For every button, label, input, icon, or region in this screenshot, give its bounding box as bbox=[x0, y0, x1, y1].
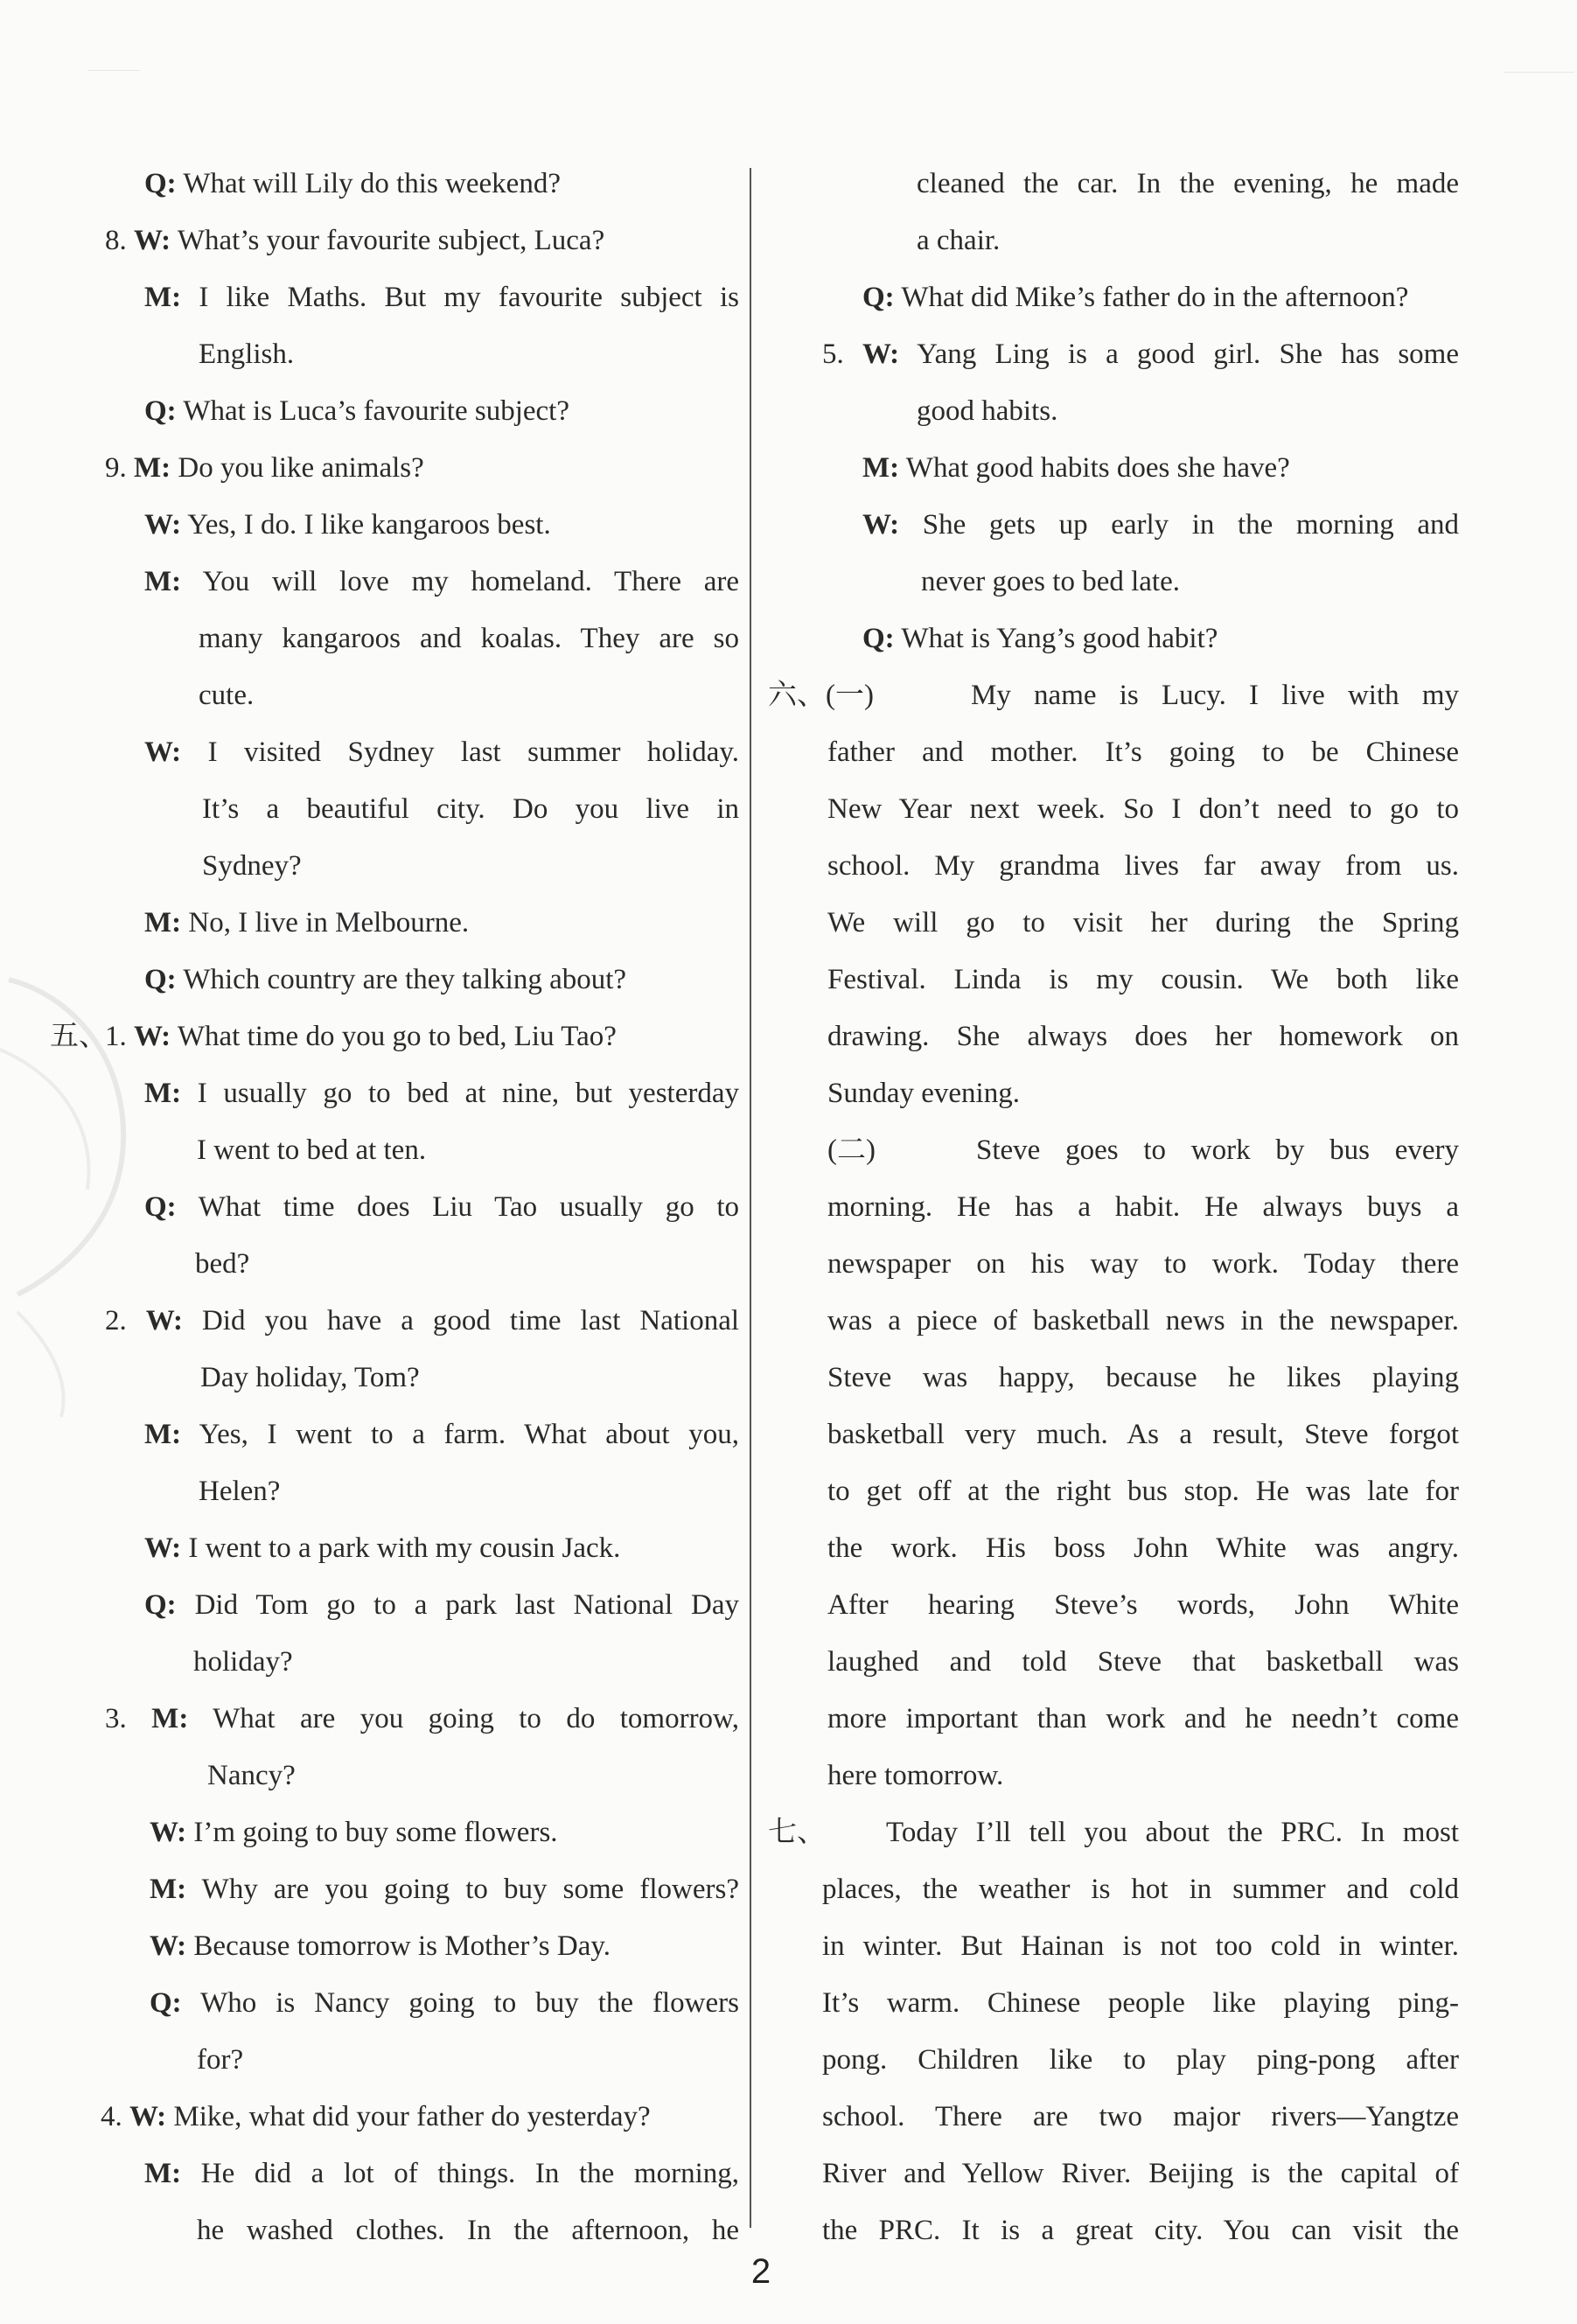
line-text: My name is Lucy. I live with my bbox=[971, 680, 1459, 711]
item-number: 9. bbox=[105, 452, 127, 484]
dialogue-line bbox=[92, 1804, 739, 1861]
passage-line bbox=[768, 1804, 1459, 1861]
line-text: many kangaroos and koalas. They are so bbox=[199, 623, 739, 654]
speaker-label: W: bbox=[144, 1532, 182, 1564]
line-text: I visited Sydney last summer holiday. bbox=[207, 736, 739, 768]
line-text: Steve goes to work by bus every bbox=[976, 1134, 1459, 1166]
line-text: Yes, I went to a farm. What about you, bbox=[199, 1419, 739, 1450]
line-text: Do you like animals? bbox=[178, 452, 424, 484]
speaker-label: M: bbox=[144, 1078, 182, 1109]
passage-line bbox=[768, 2032, 1459, 2089]
page-number: 2 bbox=[750, 2252, 771, 2291]
dialogue-line bbox=[92, 1577, 739, 1634]
item-number: 8. bbox=[105, 225, 127, 256]
line-text: I went to a park with my cousin Jack. bbox=[188, 1532, 621, 1564]
dialogue-line bbox=[92, 213, 739, 269]
dialogue-line bbox=[768, 611, 1459, 667]
dialogue-line bbox=[92, 1236, 739, 1293]
line-text: holiday? bbox=[193, 1646, 293, 1678]
item-number: 4. bbox=[101, 2101, 122, 2132]
dialogue-line bbox=[92, 2146, 739, 2202]
dialogue-line bbox=[92, 1975, 739, 2032]
item-number: 3. bbox=[105, 1703, 127, 1734]
passage-line bbox=[768, 724, 1459, 781]
line-text: Did Tom go to a park last National Day bbox=[194, 1589, 739, 1621]
passage-line bbox=[768, 1691, 1459, 1748]
line-text: Which country are they talking about? bbox=[183, 964, 627, 995]
item-number: 1. bbox=[105, 1021, 127, 1052]
line-text: Yes, I do. I like kangaroos best. bbox=[187, 509, 551, 541]
speaker-label: W: bbox=[145, 1305, 183, 1336]
passage-line bbox=[768, 1350, 1459, 1406]
speaker-label: W: bbox=[144, 509, 182, 541]
line-text: school. My grandma lives far away from us. bbox=[827, 850, 1459, 882]
line-text: You will love my homeland. There are bbox=[202, 566, 739, 597]
line-text: here tomorrow. bbox=[827, 1760, 1004, 1791]
dialogue-line bbox=[50, 1008, 739, 1065]
line-text: No, I live in Melbourne. bbox=[188, 907, 470, 939]
speaker-label: Q: bbox=[862, 282, 895, 313]
passage-line bbox=[768, 1065, 1459, 1122]
line-text: for? bbox=[197, 2044, 244, 2076]
dialogue-line bbox=[92, 1122, 739, 1179]
column-divider bbox=[750, 168, 751, 2228]
line-text: What’s your favourite subject, Luca? bbox=[177, 225, 605, 256]
passage-line bbox=[768, 2202, 1459, 2259]
line-text: We will go to visit her during the Spring bbox=[827, 907, 1459, 939]
line-text: Sydney? bbox=[202, 850, 302, 882]
passage-line bbox=[768, 895, 1459, 952]
line-text: What is Yang’s good habit? bbox=[901, 623, 1218, 654]
dialogue-line bbox=[92, 2032, 739, 2089]
line-text: the PRC. It is a great city. You can visit the bbox=[822, 2215, 1459, 2246]
section-label: 七、 bbox=[768, 1817, 826, 1848]
line-text: I’m going to buy some flowers. bbox=[193, 1817, 558, 1848]
passage-line bbox=[768, 1293, 1459, 1350]
line-text: English. bbox=[199, 338, 295, 370]
dialogue-line bbox=[92, 952, 739, 1008]
line-text: Yang Ling is a good girl. She has some bbox=[917, 338, 1459, 370]
line-text: in winter. But Hainan is not too cold in winter. bbox=[822, 1930, 1459, 1962]
passage-line bbox=[768, 1236, 1459, 1293]
dialogue-line bbox=[92, 1691, 739, 1748]
line-text: places, the weather is hot in summer and cold bbox=[822, 1874, 1459, 1905]
passage-line bbox=[768, 1179, 1459, 1236]
line-text: Because tomorrow is Mother’s Day. bbox=[193, 1930, 611, 1962]
line-text: Did you have a good time last National bbox=[201, 1305, 739, 1336]
section-label: (二) bbox=[827, 1134, 876, 1166]
dialogue-line bbox=[92, 667, 739, 724]
line-text: What is Luca’s favourite subject? bbox=[183, 395, 569, 427]
line-text: Sunday evening. bbox=[827, 1078, 1020, 1109]
line-text: he washed clothes. In the afternoon, he bbox=[197, 2215, 739, 2246]
speaker-label: M: bbox=[134, 452, 171, 484]
line-text: a chair. bbox=[917, 225, 1001, 256]
dialogue-line bbox=[92, 383, 739, 440]
speaker-label: W: bbox=[134, 225, 171, 256]
line-text: to get off at the right bus stop. He was late for bbox=[827, 1476, 1459, 1507]
line-text: good habits. bbox=[917, 395, 1058, 427]
item-number: 2. bbox=[105, 1305, 127, 1336]
speaker-label: W: bbox=[129, 2101, 167, 2132]
line-text: school. There are two major rivers—Yangtze bbox=[822, 2101, 1459, 2132]
speaker-label: Q: bbox=[144, 168, 177, 199]
line-text: What time do you go to bed, Liu Tao? bbox=[177, 1021, 617, 1052]
speaker-label: Q: bbox=[144, 1191, 177, 1223]
speaker-label: M: bbox=[144, 566, 182, 597]
passage-line bbox=[768, 1918, 1459, 1975]
line-text: newspaper on his way to work. Today there bbox=[827, 1248, 1459, 1280]
line-text: I like Maths. But my favourite subject is bbox=[199, 282, 739, 313]
item-number: 5. bbox=[822, 338, 844, 370]
line-text: the work. His boss John White was angry. bbox=[827, 1532, 1459, 1564]
dialogue-line bbox=[92, 2089, 739, 2146]
passage-line bbox=[768, 1406, 1459, 1463]
line-text: Festival. Linda is my cousin. We both like bbox=[827, 964, 1459, 995]
dialogue-line bbox=[92, 554, 739, 611]
line-text: bed? bbox=[195, 1248, 250, 1280]
speaker-label: W: bbox=[862, 338, 900, 370]
line-text: What are you going to do tomorrow, bbox=[213, 1703, 739, 1734]
speaker-label: M: bbox=[150, 1874, 187, 1905]
passage-line bbox=[768, 667, 1459, 724]
dialogue-line bbox=[92, 497, 739, 554]
line-text: Why are you going to buy some flowers? bbox=[201, 1874, 739, 1905]
passage-line bbox=[768, 1577, 1459, 1634]
dialogue-line bbox=[92, 1520, 739, 1577]
line-text: Steve was happy, because he likes playing bbox=[827, 1362, 1459, 1393]
line-text: never goes to bed late. bbox=[921, 566, 1180, 597]
speaker-label: M: bbox=[862, 452, 900, 484]
line-text: What will Lily do this weekend? bbox=[183, 168, 561, 199]
speaker-label: W: bbox=[134, 1021, 171, 1052]
dialogue-line bbox=[92, 2202, 739, 2259]
passage-line bbox=[768, 1008, 1459, 1065]
line-text: was a piece of basketball news in the newspaper. bbox=[827, 1305, 1459, 1336]
line-text: I usually go to bed at nine, but yesterday bbox=[197, 1078, 739, 1109]
line-text: I went to bed at ten. bbox=[197, 1134, 427, 1166]
dialogue-line bbox=[92, 1406, 739, 1463]
passage-line bbox=[768, 838, 1459, 895]
dialogue-line bbox=[92, 156, 739, 213]
passage-line bbox=[768, 1861, 1459, 1918]
speaker-label: Q: bbox=[862, 623, 895, 654]
speaker-label: M: bbox=[144, 282, 182, 313]
speaker-label: M: bbox=[151, 1703, 189, 1734]
line-text: It’s a beautiful city. Do you live in bbox=[202, 793, 739, 825]
line-text: laughed and told Steve that basketball was bbox=[827, 1646, 1459, 1678]
dialogue-line bbox=[768, 213, 1459, 269]
dialogue-line bbox=[92, 1179, 739, 1236]
dialogue-line bbox=[92, 724, 739, 781]
dialogue-line bbox=[768, 156, 1459, 213]
line-text: Who is Nancy going to buy the flowers bbox=[200, 1987, 739, 2019]
line-text: What time does Liu Tao usually go to bbox=[198, 1191, 739, 1223]
dialogue-line bbox=[768, 440, 1459, 497]
left-column bbox=[50, 156, 739, 2259]
dialogue-line bbox=[92, 895, 739, 952]
passage-line bbox=[768, 781, 1459, 838]
line-text: What did Mike’s father do in the afternoon? bbox=[901, 282, 1409, 313]
dialogue-line bbox=[768, 497, 1459, 554]
speaker-label: M: bbox=[144, 1419, 182, 1450]
line-text: What good habits does she have? bbox=[905, 452, 1290, 484]
speaker-label: Q: bbox=[144, 964, 177, 995]
line-text: Mike, what did your father do yesterday? bbox=[173, 2101, 651, 2132]
line-text: basketball very much. As a result, Steve forgot bbox=[827, 1419, 1459, 1450]
section-label: 五、 bbox=[50, 1021, 108, 1052]
speaker-label: Q: bbox=[144, 1589, 177, 1621]
dialogue-line bbox=[92, 326, 739, 383]
line-text: After hearing Steve’s words, John White bbox=[827, 1589, 1459, 1621]
dialogue-line bbox=[92, 1065, 739, 1122]
line-text: He did a lot of things. In the morning, bbox=[200, 2158, 739, 2189]
line-text: cleaned the car. In the evening, he made bbox=[917, 168, 1459, 199]
line-text: morning. He has a habit. He always buys a bbox=[827, 1191, 1459, 1223]
line-text: River and Yellow River. Beijing is the capital of bbox=[822, 2158, 1459, 2189]
passage-line bbox=[768, 952, 1459, 1008]
dialogue-line bbox=[92, 838, 739, 895]
dialogue-line bbox=[768, 269, 1459, 326]
line-text: father and mother. It’s going to be Chinese bbox=[827, 736, 1459, 768]
dialogue-line bbox=[92, 1350, 739, 1406]
line-text: cute. bbox=[199, 680, 255, 711]
line-text: New Year next week. So I don’t need to go to bbox=[827, 793, 1459, 825]
line-text: Day holiday, Tom? bbox=[200, 1362, 420, 1393]
dialogue-line bbox=[768, 554, 1459, 611]
passage-line bbox=[768, 1520, 1459, 1577]
speaker-label: M: bbox=[144, 907, 182, 939]
dialogue-line bbox=[92, 440, 739, 497]
passage-line bbox=[768, 1975, 1459, 2032]
line-text: Nancy? bbox=[207, 1760, 296, 1791]
speaker-label: W: bbox=[144, 736, 182, 768]
right-column bbox=[768, 156, 1459, 2259]
speaker-label: Q: bbox=[150, 1987, 182, 2019]
dialogue-line bbox=[92, 1634, 739, 1691]
dialogue-line bbox=[92, 1748, 739, 1804]
dialogue-line bbox=[768, 383, 1459, 440]
passage-line bbox=[768, 1634, 1459, 1691]
passage-line bbox=[768, 1122, 1459, 1179]
dialogue-line bbox=[92, 1861, 739, 1918]
dialogue-line bbox=[92, 269, 739, 326]
dialogue-line bbox=[92, 1918, 739, 1975]
line-text: more important than work and he needn’t come bbox=[827, 1703, 1459, 1734]
line-text: Helen? bbox=[199, 1476, 281, 1507]
line-text: pong. Children like to play ping-pong after bbox=[822, 2044, 1459, 2076]
passage-line bbox=[768, 2146, 1459, 2202]
speaker-label: Q: bbox=[144, 395, 177, 427]
passage-line bbox=[768, 1463, 1459, 1520]
passage-line bbox=[768, 1748, 1459, 1804]
passage-line bbox=[768, 2089, 1459, 2146]
line-text: It’s warm. Chinese people like playing ping- bbox=[822, 1987, 1459, 2019]
speaker-label: W: bbox=[150, 1817, 187, 1848]
dialogue-line bbox=[92, 781, 739, 838]
section-label: 六、(一) bbox=[768, 680, 874, 711]
dialogue-line bbox=[92, 611, 739, 667]
top-rule bbox=[87, 70, 140, 71]
line-text: She gets up early in the morning and bbox=[922, 509, 1459, 541]
line-text: Today I’ll tell you about the PRC. In most bbox=[886, 1817, 1459, 1848]
top-rule bbox=[1504, 72, 1574, 73]
dialogue-line bbox=[768, 326, 1459, 383]
speaker-label: M: bbox=[144, 2158, 182, 2189]
speaker-label: W: bbox=[862, 509, 900, 541]
dialogue-line bbox=[92, 1463, 739, 1520]
speaker-label: W: bbox=[150, 1930, 187, 1962]
line-text: drawing. She always does her homework on bbox=[827, 1021, 1459, 1052]
dialogue-line bbox=[92, 1293, 739, 1350]
